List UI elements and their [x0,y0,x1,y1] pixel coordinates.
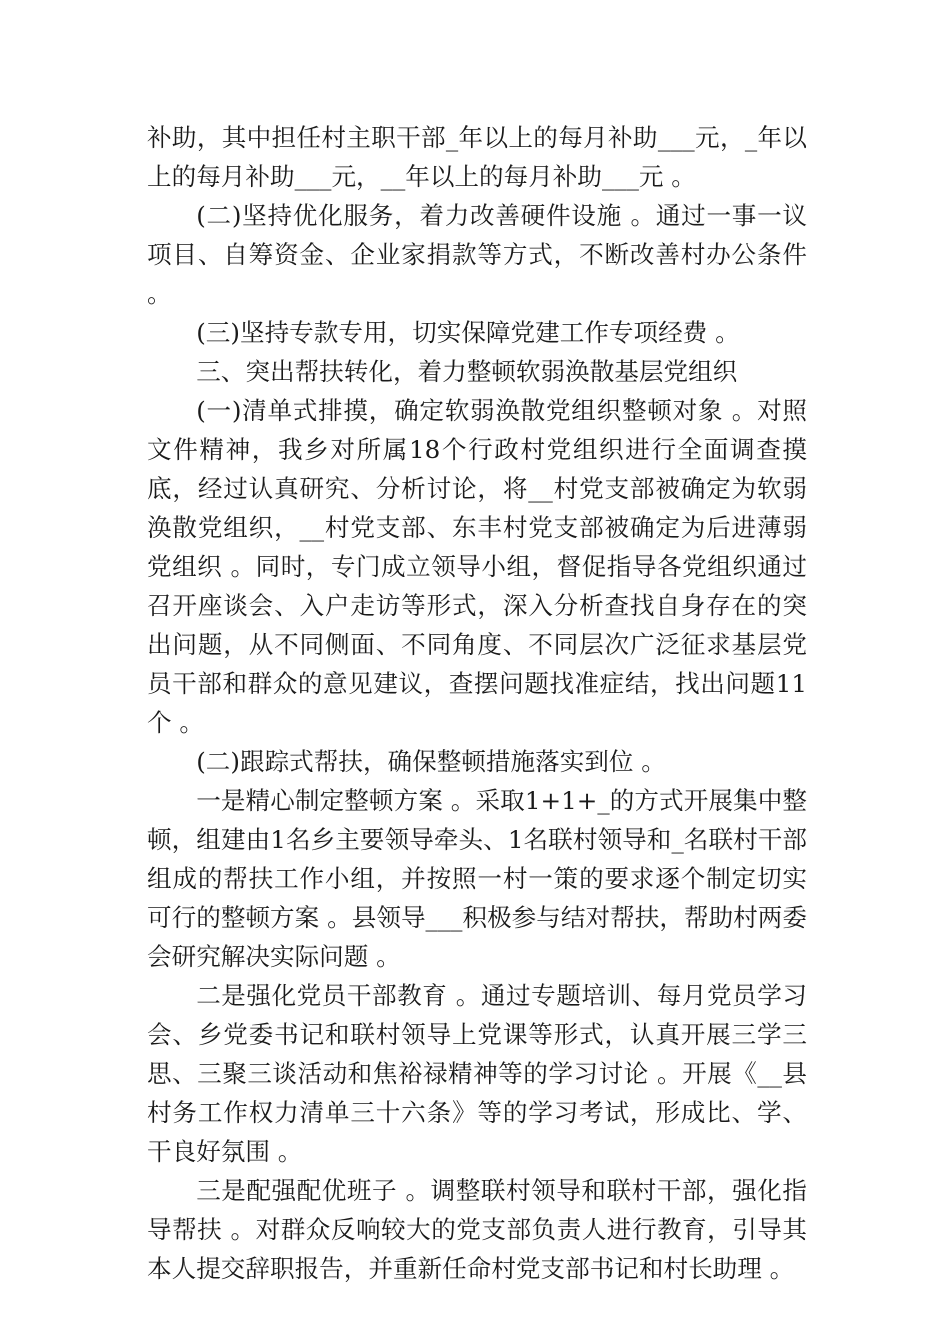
paragraph-tracking-assistance: (二)跟踪式帮扶，确保整顿措施落实到位 。 [196,747,666,776]
paragraph-team-strengthening: 三是配强配优班子 。调整联村领导和联村干部，强化指导帮扶 。对群众反响较大的党支部负责人进行教育，引导其本人提交辞职报告，并重新任命村党支部书记和村长助理 。 [147,1176,807,1283]
document-body [147,118,807,1288]
paragraph-checklist-survey: (一)清单式排摸，确定软弱涣散党组织整顿对象 。对照文件精神，我乡对所属18个行政村党组织进行全面调查摸底，经过认真研究、分析讨论，将__村党支部被确定为软弱涣散党组织，__村党支部、东丰村党支部被确定为后进薄弱党组织 。同时，专门成立领导小组，督促指导各党组织通过召开座谈会、入户走访等形式，深入分析查找自身存在的突出问题，从不同侧面、不同角度、不同层次广泛征求基层党员干部和群众的意见建议，查摆问题找准症结，找出问题11个 。 [147,396,807,737]
paragraph-subsidy-continued: 补助，其中担任村主职干部_年以上的每月补助___元，_年以上的每月补助___元，__年以上的每月补助___元 。 [147,123,807,191]
section-heading-three: 三、突出帮扶转化，着力整顿软弱涣散基层党组织 [196,357,738,386]
paragraph-cadre-education: 二是强化党员干部教育 。通过专题培训、每月党员学习会、乡党委书记和联村领导上党课等形式，认真开展三学三思、三聚三谈活动和焦裕禄精神等的学习讨论 。开展《__县村务工作权力清单三十六条》等的学习考试，形成比、学、干良好氛围 。 [147,981,807,1166]
paragraph-optimize-service: (二)坚持优化服务，着力改善硬件设施 。通过一事一议项目、自筹资金、企业家捐款等方式，不断改善村办公条件 。 [147,201,807,308]
paragraph-special-funds: (三)坚持专款专用，切实保障党建工作专项经费 。 [196,318,740,347]
paragraph-rectification-plan: 一是精心制定整顿方案 。采取1+1+_的方式开展集中整顿，组建由1名乡主要领导牵头、1名联村领导和_名联村干部组成的帮扶工作小组，并按照一村一策的要求逐个制定切实可行的整顿方案 。县领导___积极参与结对帮扶，帮助村两委会研究解决实际问题 。 [147,786,807,971]
